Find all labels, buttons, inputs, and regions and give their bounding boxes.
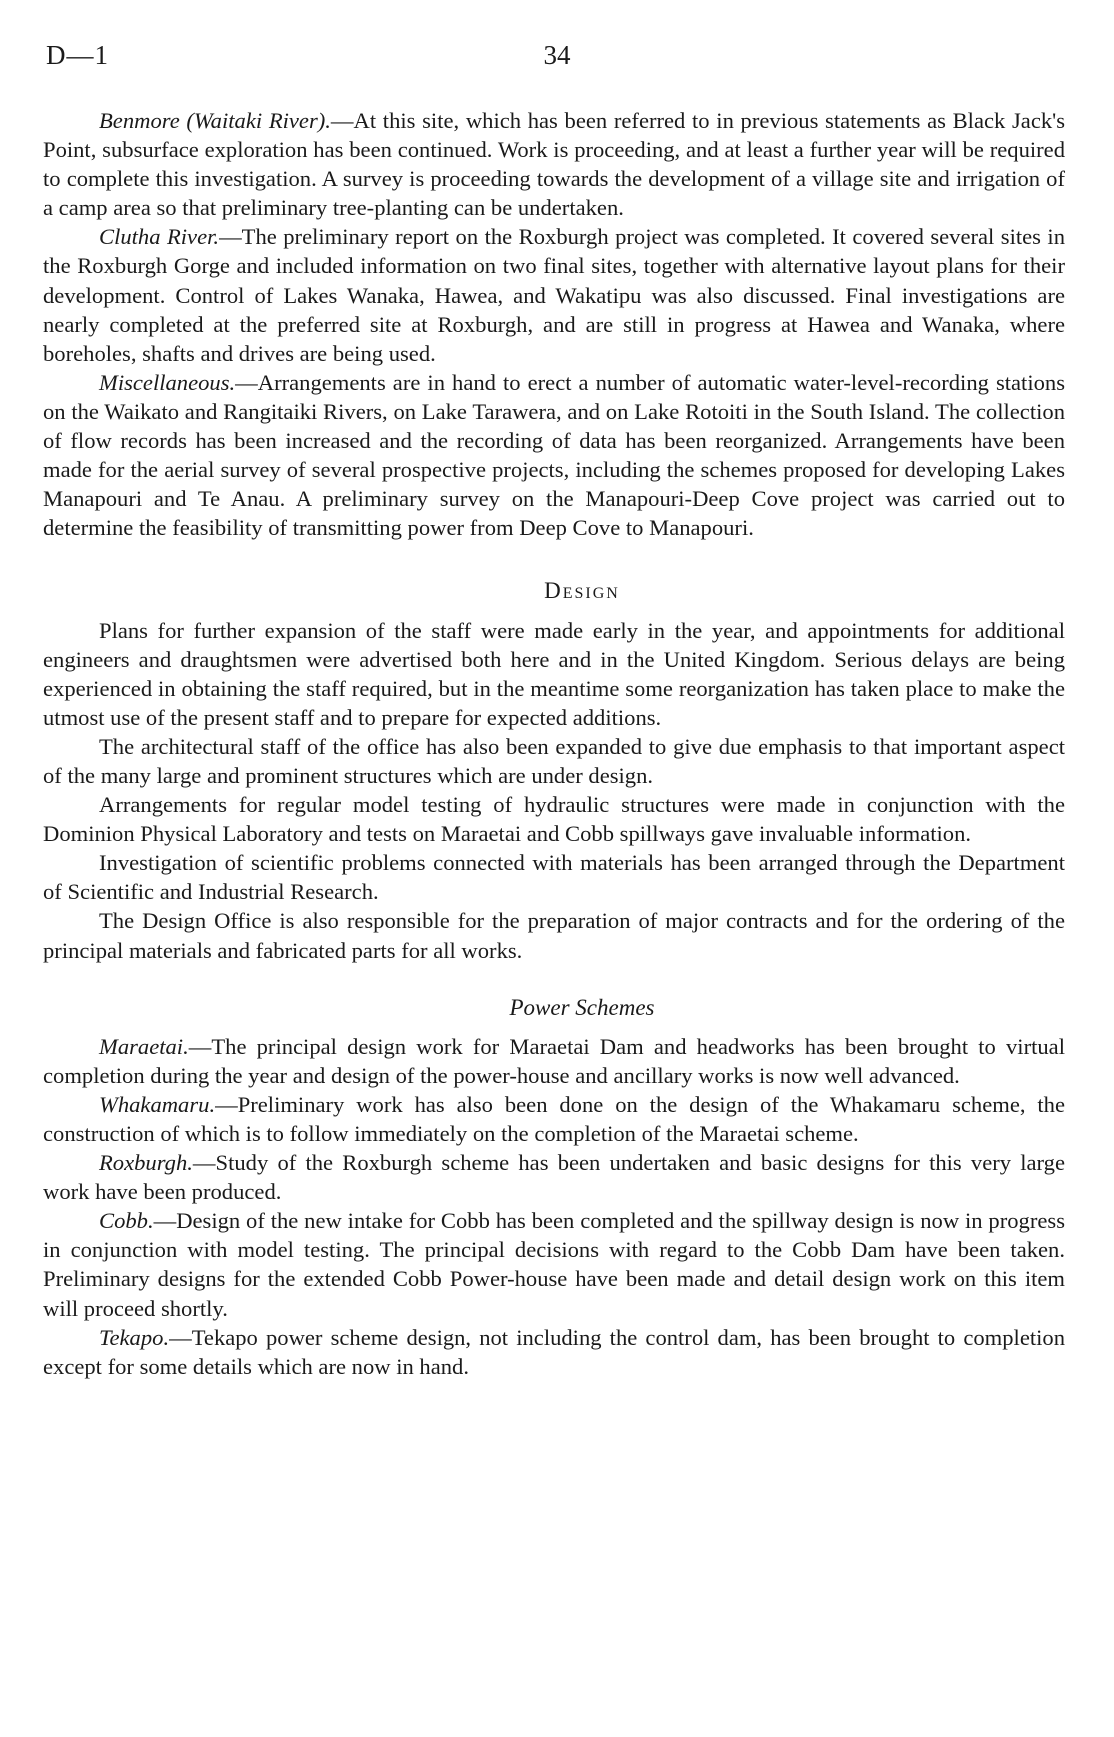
page-header bbox=[44, 40, 1070, 80]
paragraph-maraetai bbox=[43, 1032, 1065, 1090]
paragraph-text: —Study of the Roxburgh scheme has been undertaken and basic designs for this very large work have been produced. bbox=[43, 1150, 1065, 1205]
document-reference: D—1 bbox=[46, 40, 109, 70]
paragraph-text: —The preliminary report on the Roxburgh project was completed. It covered several sites in the Roxburgh Gorge and included information on two final sites, together with alternative layout plans for their development. Control of Lakes Wanaka, Hawea, and Wakatipu was also discussed. Final investigations are nearly completed at the preferred site at Roxburgh, and are still in progress at Hawea and Wanaka, where boreholes, shafts and drives are being used. bbox=[43, 224, 1066, 366]
paragraph-text: —Tekapo power scheme design, not including the control dam, has been brought to completion except for some details which are now in hand. bbox=[43, 1324, 1065, 1379]
paragraph-lead: Maraetai. bbox=[99, 1033, 189, 1059]
paragraph-lead: Whakamaru. bbox=[99, 1091, 216, 1117]
paragraph-text: —Arrangements are in hand to erect a number of automatic water-level-recording stations on the Waikato and Rangitaiki Rivers, on Lake Tarawera, and on Lake Rotoiti in the South Island. The collection of flow records has been increased and the recording of data has been reorganized. Arrangements have been made for the aerial survey of several prospective projects, including the schemes proposed for developing Lakes Manapouri and Te Anau. A preliminary survey on the Manapouri-Deep Cove project was carried out to determine the feasibility of transmitting power from Deep Cove to Manapouri. bbox=[43, 369, 1065, 541]
paragraph-clutha-river bbox=[43, 222, 1065, 367]
paragraph-tekapo bbox=[43, 1323, 1065, 1381]
page-number: 34 bbox=[543, 40, 571, 70]
design-paragraph: Arrangements for regular model testing of hydraulic structures were made in conjunction with the Dominion Physical Laboratory and tests on Maraetai and Cobb spillways gave invaluable information. bbox=[43, 792, 1065, 847]
paragraph-lead: Miscellaneous. bbox=[99, 369, 236, 395]
paragraph-whakamaru bbox=[43, 1090, 1065, 1148]
paragraph-cobb bbox=[43, 1206, 1065, 1322]
section-heading-design: Design bbox=[544, 578, 620, 604]
paragraph-miscellaneous bbox=[43, 368, 1065, 543]
paragraph-lead: Benmore (Waitaki River). bbox=[99, 108, 331, 133]
paragraph-text: —Design of the new intake for Cobb has been completed and the spillway design is now in progress in conjunction with model testing. The principal decisions with regard to the Cobb Dam have been taken. Preliminary designs for the extended Cobb Power-house have been made and detail design work on this item will proceed shortly. bbox=[43, 1208, 1065, 1321]
paragraph-text: —Preliminary work has also been done on the design of the Whakamaru scheme, the construction of which is to follow immediately on the completion of the Maraetai scheme. bbox=[43, 1091, 1065, 1146]
page-body bbox=[43, 106, 1065, 1381]
paragraph-lead: Roxburgh. bbox=[99, 1150, 193, 1176]
paragraph-roxburgh bbox=[43, 1148, 1065, 1206]
design-paragraph: The architectural staff of the office has also been expanded to give due emphasis to that important aspect of the many large and prominent structures which are under design. bbox=[43, 733, 1065, 788]
paragraph-text: —At this site, which has been referred to in previous statements as Black Jack's Point, subsurface exploration has been continued. Work is proceeding, and at least a further year will be required to complete this investigation. A survey is proceeding towards the development of a village site and irrigation of a camp area so that preliminary tree-planting can be undertaken. bbox=[43, 108, 1066, 221]
paragraph-text: —The principal design work for Maraetai Dam and headworks has been brought to virtual completion during the year and design of the power-house and ancillary works is now well advanced. bbox=[43, 1033, 1065, 1088]
subsection-heading-power-schemes: Power Schemes bbox=[509, 994, 655, 1020]
design-paragraph: Investigation of scientific problems connected with materials has been arranged through the Department of Scientific and Industrial Research. bbox=[43, 850, 1065, 905]
paragraph-lead: Tekapo. bbox=[99, 1324, 170, 1350]
design-paragraph: The Design Office is also responsible for the preparation of major contracts and for the ordering of the principal materials and fabricated parts for all works. bbox=[43, 908, 1065, 963]
design-paragraph: Plans for further expansion of the staff were made early in the year, and appointments for additional engineers and draughtsmen were advertised both here and in the United Kingdom. Serious delays are being experienced in obtaining the staff required, but in the meantime some reorganization has taken place to make the utmost use of the present staff and to prepare for expected additions. bbox=[43, 617, 1065, 730]
paragraph-lead: Clutha River. bbox=[99, 224, 220, 250]
paragraph-benmore bbox=[43, 106, 1065, 222]
paragraph-lead: Cobb. bbox=[99, 1208, 154, 1234]
